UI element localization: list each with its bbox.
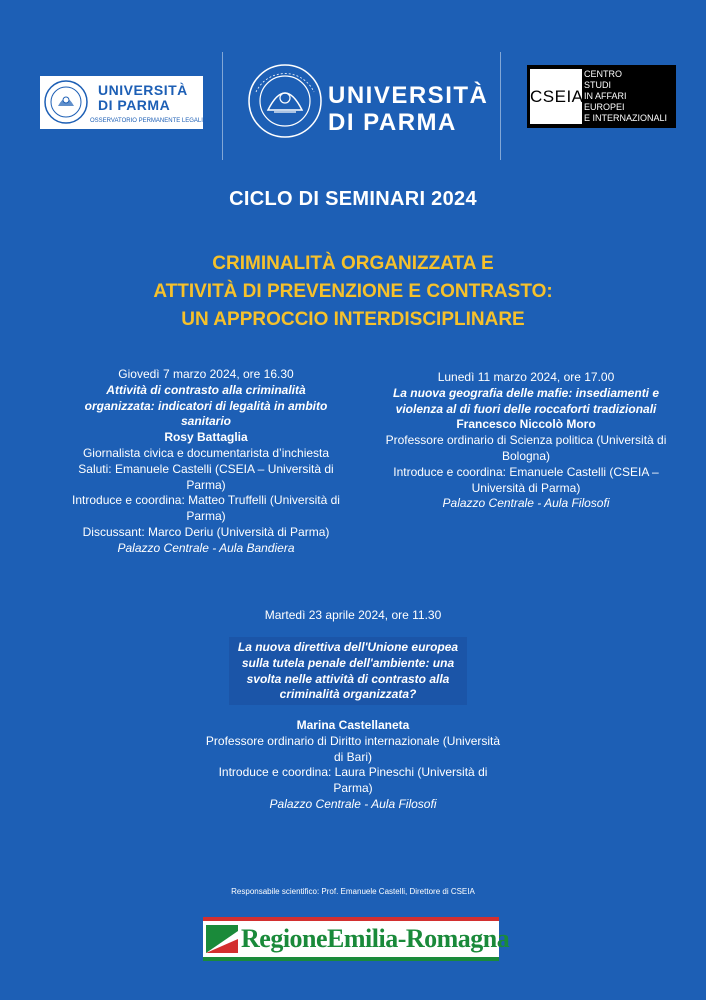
cseia-name-line: STUDI <box>584 80 611 90</box>
seminar-detail: Professore ordinario di Scienza politica (Università di Bologna) <box>385 433 667 463</box>
logo-red-bar <box>203 917 499 921</box>
seminar-venue: Palazzo Centrale - Aula Bandiera <box>117 540 295 555</box>
divider-left <box>222 52 223 160</box>
universita-parma-osservatorio-logo <box>40 76 211 129</box>
university-seal-icon <box>246 62 324 140</box>
seminar-topic: La nuova direttiva dell'Unione europea sulla tutela penale dell'ambiente: una svolta nelle attività di contrasto alla criminalità organizzata? <box>237 640 459 702</box>
cseia-acronym: CSEIA <box>530 69 582 124</box>
divider-right <box>500 52 501 160</box>
seminar-venue: Palazzo Centrale - Aula Filosofi <box>442 496 610 511</box>
seminar-3 <box>200 718 506 813</box>
cseia-name-line: CENTRO <box>584 69 622 79</box>
regione-name: RegioneEmilia-Romagna <box>241 924 510 953</box>
logo-green-bar <box>203 957 499 961</box>
logo-left-line1: UNIVERSITÀ <box>98 82 188 98</box>
logo-center-line2: DI PARMA <box>328 109 457 136</box>
logo-left-line3: OSSERVATORIO PERMANENTE LEGALITÀ <box>90 118 211 124</box>
logo-left-line2: DI PARMA <box>98 97 171 113</box>
seminar-venue: Palazzo Centrale - Aula Filosofi <box>269 796 437 811</box>
seminar-detail: Professore ordinario di Diritto internazionale (Università di Bari) <box>205 733 501 764</box>
university-seal-icon <box>43 79 89 125</box>
regione-flag-icon <box>206 925 238 953</box>
universita-parma-logo <box>246 60 489 156</box>
cycle-title: CICLO DI SEMINARI 2024 <box>229 188 477 210</box>
seminar-3-date-block <box>200 608 506 624</box>
scientific-responsible: Responsabile scientifico: Prof. Emanuele Castelli, Direttore di CSEIA <box>231 887 475 896</box>
seminar-detail: Giornalista civica e documentarista d’inchiesta <box>82 445 330 460</box>
seminar-detail: Discussant: Marco Deriu (Università di Parma) <box>82 524 330 539</box>
seminar-detail: Saluti: Emanuele Castelli (CSEIA – Università di Parma) <box>78 461 334 492</box>
seminar-1 <box>70 367 342 557</box>
main-title-line: CRIMINALITÀ ORGANIZZATA E <box>212 253 494 274</box>
logo-center-line1: UNIVERSITÀ <box>328 82 489 109</box>
seminar-topic: Attività di contrasto alla criminalità organizzata: indicatori di legalità in ambito sanitario <box>84 382 328 429</box>
seminar-speaker: Marina Castellaneta <box>296 718 410 732</box>
seminar-date: Giovedì 7 marzo 2024, ore 16.30 <box>118 367 294 381</box>
main-title <box>0 250 706 334</box>
cseia-name-line: EUROPEI <box>584 102 625 112</box>
seminar-2 <box>378 370 674 512</box>
seminar-detail: Introduce e coordina: Laura Pineschi (Università di Parma) <box>218 765 488 796</box>
seminar-speaker: Rosy Battaglia <box>164 430 248 445</box>
cseia-name-line: IN AFFARI <box>584 91 627 101</box>
main-title-line: UN APPROCCIO INTERDISCIPLINARE <box>181 309 525 330</box>
cseia-logo <box>527 65 676 128</box>
regione-emilia-romagna-logo <box>203 917 510 961</box>
seminar-detail: Introduce e coordina: Emanuele Castelli (CSEIA – Università di Parma) <box>393 464 659 495</box>
seminar-date: Martedì 23 aprile 2024, ore 11.30 <box>264 608 442 622</box>
seminar-date: Lunedì 11 marzo 2024, ore 17.00 <box>437 370 615 384</box>
main-title-line: ATTIVITÀ DI PREVENZIONE E CONTRASTO: <box>153 281 553 302</box>
seminar-detail: Introduce e coordina: Matteo Truffelli (Università di Parma) <box>72 493 340 524</box>
cseia-name-line: E INTERNAZIONALI <box>584 113 668 123</box>
cseia-name <box>584 69 667 124</box>
seminar-topic: La nuova geografia delle mafie: insediamenti e violenza al di fuori delle roccaforti tradizionali <box>392 385 660 416</box>
seminar-speaker: Francesco Niccolò Moro <box>456 417 596 432</box>
